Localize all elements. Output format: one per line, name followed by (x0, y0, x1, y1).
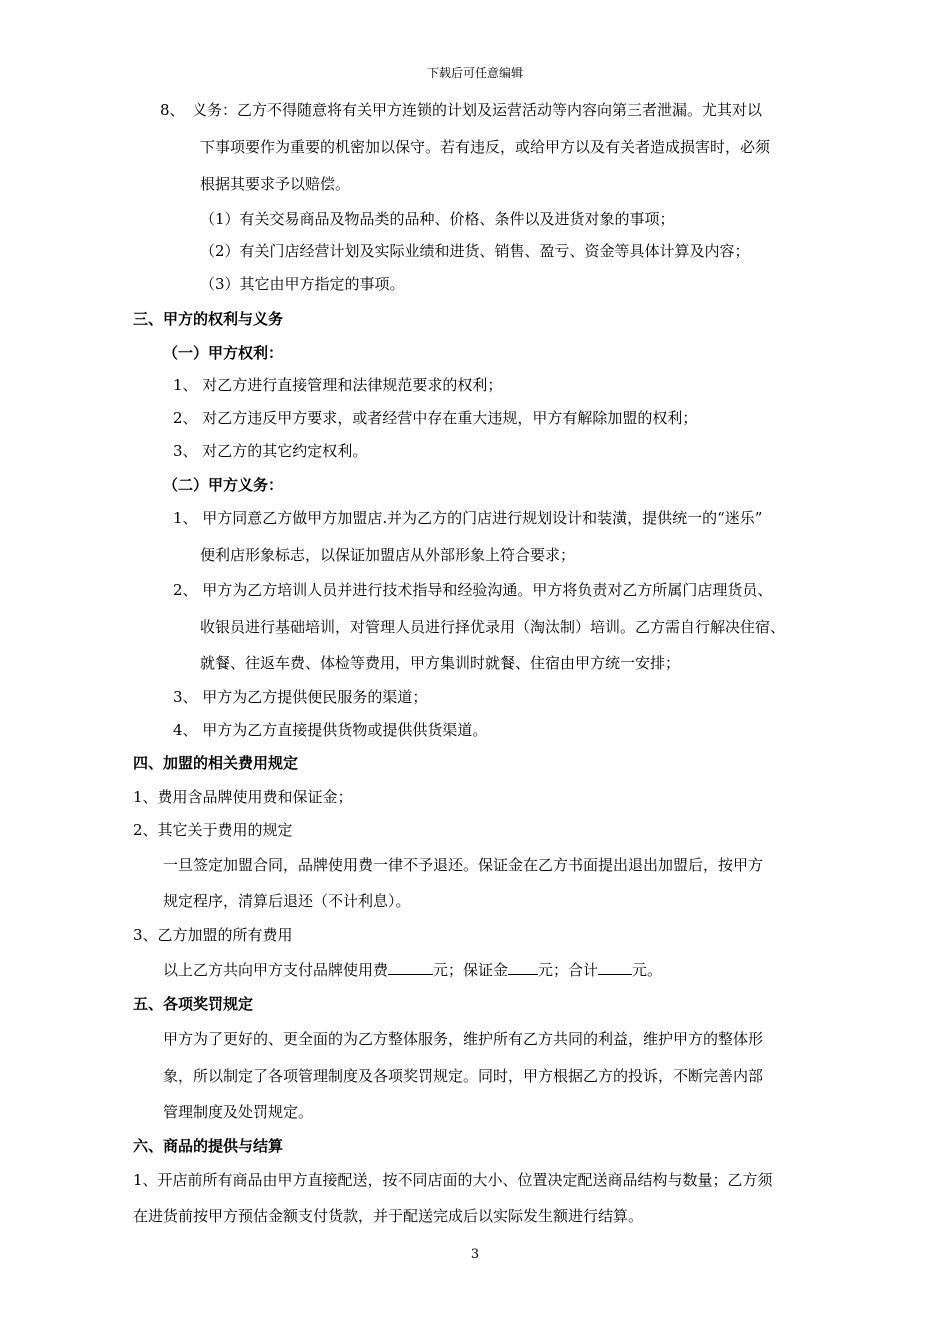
fees-item-2: 2、其它关于费用的规定 (133, 821, 293, 839)
section-4-heading: 四、加盟的相关费用规定 (133, 754, 299, 772)
obligation-1-line-1: 1、 甲方同意乙方做甲方加盟店.并为乙方的门店进行规划设计和装潢，提供统一的“迷乐” (173, 509, 763, 527)
obligation-2-line-3: 就餐、往返车费、体检等费用，甲方集训时就餐、住宿由甲方统一安排； (200, 654, 681, 672)
page-number: 3 (470, 1247, 480, 1262)
section-5-para-line-1: 甲方为了更好的、更全面的为乙方整体服务，维护所有乙方共同的利益，维护甲方的整体形 (163, 1030, 764, 1048)
fees-text-brand: 以上乙方共向甲方支付品牌使用费 (163, 961, 389, 979)
obligation-4: 4、 甲方为乙方直接提供货物或提供供货渠道。 (173, 721, 488, 739)
rights-item-1: 1、 对乙方进行直接管理和法律规范要求的权利； (173, 376, 503, 394)
section-5-para-line-3: 管理制度及处罚规定。 (163, 1103, 314, 1121)
section-6-heading: 六、商品的提供与结算 (133, 1137, 284, 1155)
obligation-2-line-2: 收银员进行基础培训，对管理人员进行择优录用（淘汰制）培训。乙方需自行解决住宿、 (200, 618, 786, 636)
fees-item-3: 3、乙方加盟的所有费用 (133, 926, 293, 944)
obligation-2-line-1: 2、 甲方为乙方培训人员并进行技术指导和经验沟通。甲方将负责对乙方所属门店理货员、 (173, 581, 773, 599)
rights-item-2: 2、 对乙方违反甲方要求，或者经营中存在重大违规，甲方有解除加盟的权利； (173, 409, 698, 427)
obligation-1-line-2: 便利店形象标志，以保证加盟店从外部形象上符合要求； (200, 546, 576, 564)
total-blank (598, 960, 632, 975)
page-header: 下载后可任意编辑 (426, 66, 523, 80)
rights-item-3: 3、 对乙方的其它约定权利。 (173, 442, 368, 460)
clause-8-item-1: （1）有关交易商品及物品类的品种、价格、条件以及进货对象的事项； (200, 210, 675, 228)
fees-total-line (163, 960, 662, 980)
clause-8-line-2: 下事项要作为重要的机密加以保守。若有违反，或给甲方以及有关者造成损害时，必须 (200, 138, 771, 156)
clause-8-item-2: （2）有关门店经营计划及实际业绩和进货、销售、盈亏、资金等具体计算及内容； (200, 242, 750, 260)
section-5-heading: 五、各项奖罚规定 (133, 995, 254, 1013)
section-3-heading: 三、甲方的权利与义务 (133, 310, 284, 328)
deposit-blank (508, 960, 538, 975)
section-6-item-1-line-1: 1、开店前所有商品由甲方直接配送，按不同店面的大小、位置决定配送商品结构与数量；乙方须 (133, 1171, 773, 1189)
brand-fee-blank (388, 960, 433, 975)
fees-text-deposit: 元；保证金 (433, 961, 509, 979)
subsection-obligations-heading: （二）甲方义务： (163, 476, 284, 494)
section-6-item-1-line-2: 在进货前按甲方预估金额支付货款，并于配送完成后以实际发生额进行结算。 (133, 1207, 644, 1225)
clause-8-line-3: 根据其要求予以赔偿。 (200, 175, 351, 193)
fees-text-total: 元；合计 (538, 961, 599, 979)
fees-item-2-detail-line-2: 规定程序，清算后退还（不计利息）。 (163, 892, 411, 910)
clause-8-line-1: 8、 义务：乙方不得随意将有关甲方连锁的计划及运营活动等内容向第三者泄漏。尤其对以 (160, 101, 763, 119)
fees-item-1: 1、费用含品牌使用费和保证金； (133, 788, 353, 806)
fees-item-2-detail-line-1: 一旦签定加盟合同，品牌使用费一律不予退还。保证金在乙方书面提出退出加盟后，按甲方 (163, 856, 764, 874)
obligation-3: 3、 甲方为乙方提供便民服务的渠道； (173, 688, 428, 706)
clause-8-item-3: （3）其它由甲方指定的事项。 (200, 275, 405, 293)
fees-text-end: 元。 (632, 961, 663, 979)
subsection-rights-heading: （一）甲方权利： (163, 344, 284, 362)
section-5-para-line-2: 象，所以制定了各项管理制度及各项奖罚规定。同时，甲方根据乙方的投诉，不断完善内部 (163, 1067, 764, 1085)
